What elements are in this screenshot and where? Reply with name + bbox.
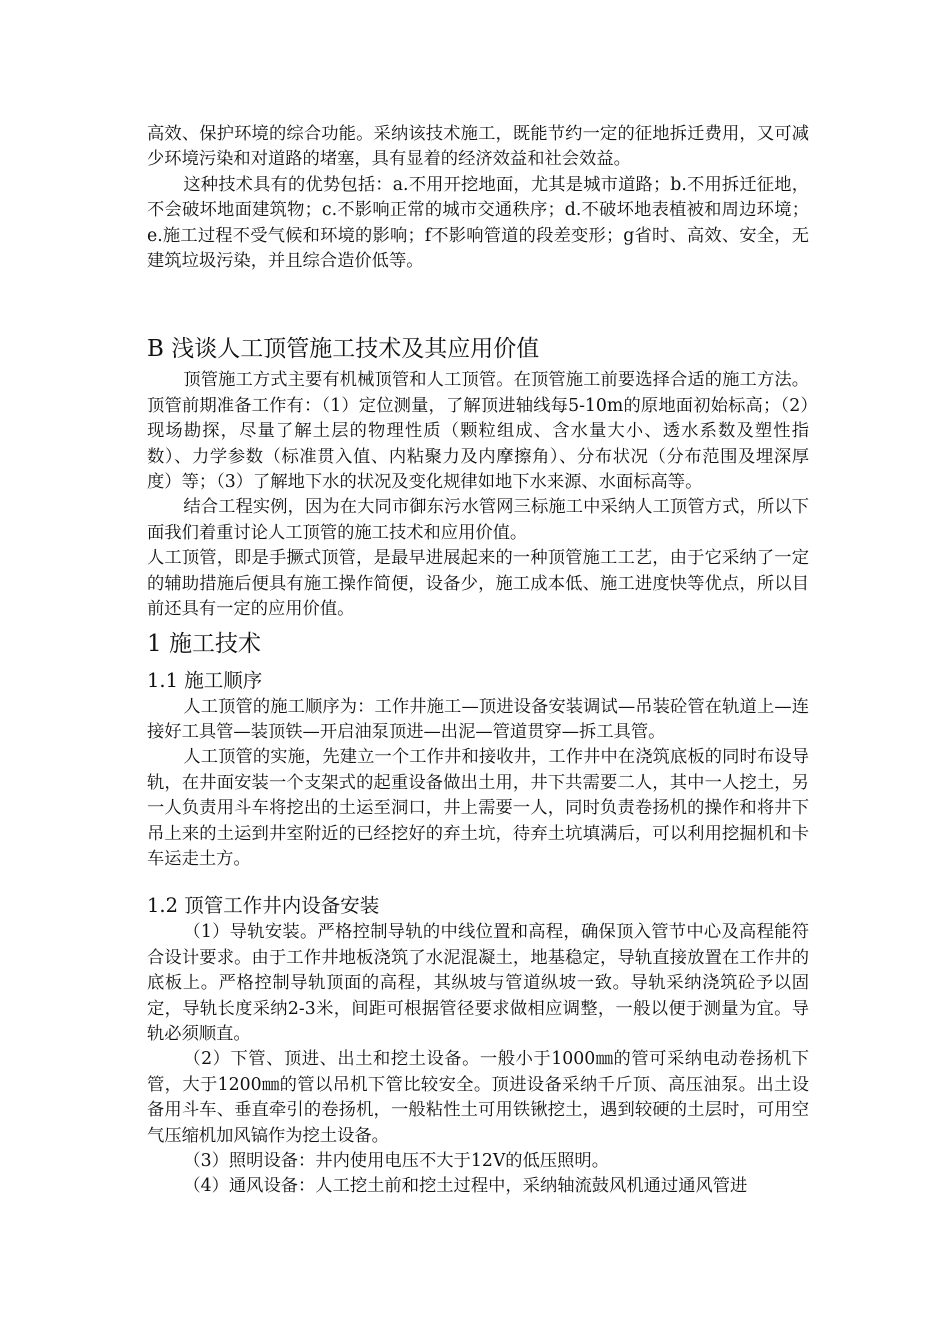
section-b-title: B 浅谈人工顶管施工技术及其应用价值 xyxy=(147,336,540,363)
subsection-1-2-title: 1.2 顶管工作井内设备安装 xyxy=(147,894,380,918)
intro-paragraph-2: 这种技术具有的优势包括：a.不用开挖地面，尤其是城市道路；b.不用拆迁征地，不会破坏地面建筑物；c.不影响正常的城市交通秩序；d.不破坏地表植被和周边环境；e.施工过程不受气候和环境的影响；f不影响管道的段差变形；g省时、高效、安全，无建筑垃圾污染，并且综合造价低等。 xyxy=(147,174,809,272)
intro-paragraph-1: 高效、保护环境的综合功能。采纳该技术施工，既能节约一定的征地拆迁费用，又可减少环境污染和对道路的堵塞，具有显着的经济效益和社会效益。 xyxy=(147,124,809,170)
section-1-title: 1 施工技术 xyxy=(147,630,261,657)
subsection-1-1-title: 1.1 施工顺序 xyxy=(147,668,263,692)
subsection-1-2-paragraph-3: （3）照明设备：井内使用电压不大于12V的低压照明。 xyxy=(183,1151,609,1171)
subsection-1-2-paragraph-2: （2）下管、顶进、出土和挖土设备。一般小于1000㎜的管可采纳电动卷扬机下管，大于1200㎜的管以吊机下管比较安全。顶进设备采纳千斤顶、高压油泵。出土设备用斗车、垂直牵引的卷扬机，一般粘性土可用铁锹挖土，遇到较硬的土层时，可用空气压缩机加风镐作为挖土设备。 xyxy=(147,1049,809,1146)
subsection-1-2-paragraph-1: （1）导轨安装。严格控制导轨的中线位置和高程，确保顶入管节中心及高程能符合设计要求。由于工作井地板浇筑了水泥混凝土，地基稳定，导轨直接放置在工作井的底板上。严格控制导轨顶面的高程，其纵坡与管道纵坡一致。导轨采纳浇筑砼予以固定，导轨长度采纳2-3米，间距可根据管径要求做相应调整，一般以便于测量为宜。导轨必须顺直。 xyxy=(147,922,809,1044)
document-page xyxy=(147,122,809,1200)
subsection-1-1-paragraph-2: 人工顶管的实施，先建立一个工作井和接收井，工作井中在浇筑底板的同时布设导轨，在井面安装一个支架式的起重设备做出土用，井下共需要二人，其中一人挖土，另一人负责用斗车将挖出的土运至洞口，井上需要一人，同时负责卷扬机的操作和将井下吊上来的土运到井室附近的已经挖好的弃土坑，待弃土坑填满后，可以利用挖掘机和卡车运走土方。 xyxy=(147,747,809,869)
subsection-1-1-paragraph-1: 人工顶管的施工顺序为：工作井施工—顶进设备安装调试—吊装砼管在轨道上—连接好工具管—装顶铁—开启油泵顶进—出泥—管道贯穿—拆工具管。 xyxy=(147,696,809,742)
section-b-paragraph-3: 人工顶管，即是手撅式顶管，是最早进展起来的一种顶管施工工艺，由于它采纳了一定的辅助措施后便具有施工操作简便，设备少，施工成本低、施工进度快等优点，所以目前还具有一定的应用价值。 xyxy=(147,548,809,620)
section-b-paragraph-1: 顶管施工方式主要有机械顶管和人工顶管。在顶管施工前要选择合适的施工方法。顶管前期准备工作有：（1）定位测量，了解顶进轴线每5-10m的原地面初始标高；（2）现场勘探，尽量了解土层的物理性质（颗粒组成、含水量大小、透水系数及塑性指数）、力学参数（标准贯入值、内粘聚力及内摩擦角）、分布状况（分布范围及埋深厚度）等；（3）了解地下水的状况及变化规律如地下水来源、水面标高等。 xyxy=(147,370,809,493)
section-b-paragraph-2: 结合工程实例，因为在大同市御东污水管网三标施工中采纳人工顶管方式，所以下面我们着重讨论人工顶管的施工技术和应用价值。 xyxy=(147,497,809,543)
subsection-1-2-paragraph-4: （4）通风设备：人工挖土前和挖土过程中，采纳轴流鼓风机通过通风管进 xyxy=(183,1176,748,1197)
